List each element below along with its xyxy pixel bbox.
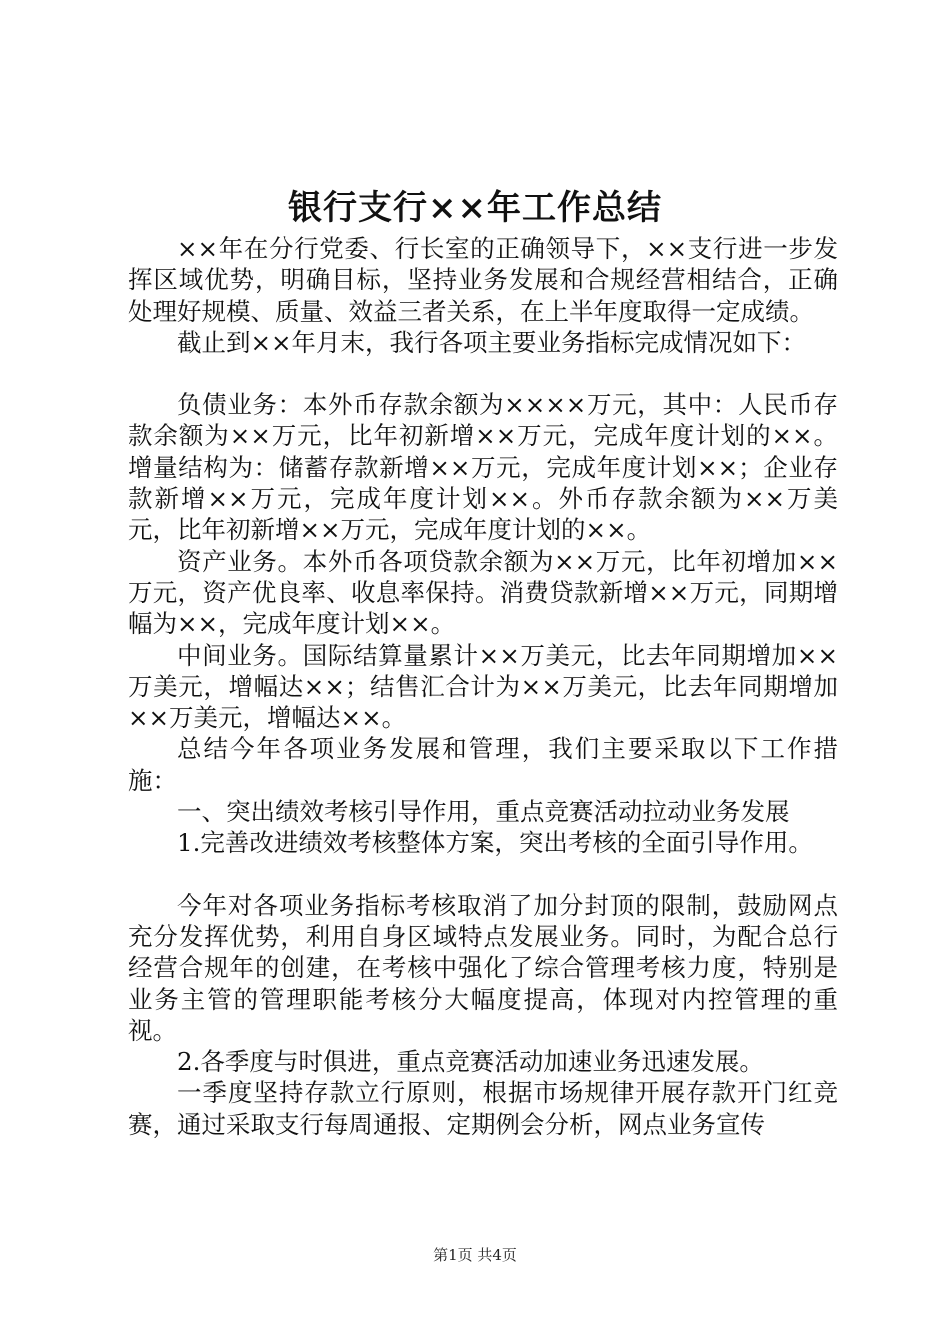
- subsection-heading-1: 1.完善改进绩效考核整体方案，突出考核的全面引导作用。: [177, 828, 813, 858]
- paragraph-liability-business: 负债业务：本外币存款余额为××××万元，其中：人民币存款余额为××万元，比年初新增××万元，完成年度计划的××。增量结构为：储蓄存款新增××万元，完成年度计划××；企业存款新增××万元，完成年度计划××。外币存款余额为××万美元，比年初新增××万元，完成年度计划的××。: [128, 390, 838, 545]
- paragraph-first-quarter: 一季度坚持存款立行原则，根据市场规律开展存款开门红竞赛，通过采取支行每周通报、定期例会分析，网点业务宣传: [128, 1078, 838, 1139]
- document-title: 银行支行××年工作总结: [288, 188, 662, 228]
- paragraph-summary-lead: 截止到××年月末，我行各项主要业务指标完成情况如下：: [177, 327, 807, 357]
- paragraph-assessment: 今年对各项业务指标考核取消了加分封顶的限制，鼓励网点充分发挥优势，利用自身区域特点发展业务。同时，为配合总行经营合规年的创建，在考核中强化了综合管理考核力度，特别是业务主管的管理职能考核分大幅度提高，体现对内控管理的重视。: [128, 890, 838, 1045]
- paragraph-intro: ××年在分行党委、行长室的正确领导下，××支行进一步发挥区域优势，明确目标，坚持业务发展和合规经营相结合，正确处理好规模、质量、效益三者关系，在上半年度取得一定成绩。: [128, 234, 838, 326]
- paragraph-asset-business: 资产业务。本外币各项贷款余额为××万元，比年初增加××万元，资产优良率、收息率保持。消费贷款新增××万元，同期增幅为××，完成年度计划××。: [128, 546, 838, 639]
- page-number: 第1页 共4页: [433, 1246, 517, 1264]
- paragraph-measures-lead: 总结今年各项业务发展和管理，我们主要采取以下工作措施：: [128, 734, 838, 795]
- section-heading-1: 一、突出绩效考核引导作用，重点竞赛活动拉动业务发展: [177, 797, 790, 827]
- paragraph-intermediate-business: 中间业务。国际结算量累计××万美元，比去年同期增加××万美元，增幅达××；结售汇合计为××万美元，比去年同期增加××万美元，增幅达××。: [128, 640, 838, 733]
- document-body: [128, 233, 838, 1140]
- subsection-heading-2: 2.各季度与时俱进，重点竞赛活动加速业务迅速发展。: [177, 1047, 764, 1077]
